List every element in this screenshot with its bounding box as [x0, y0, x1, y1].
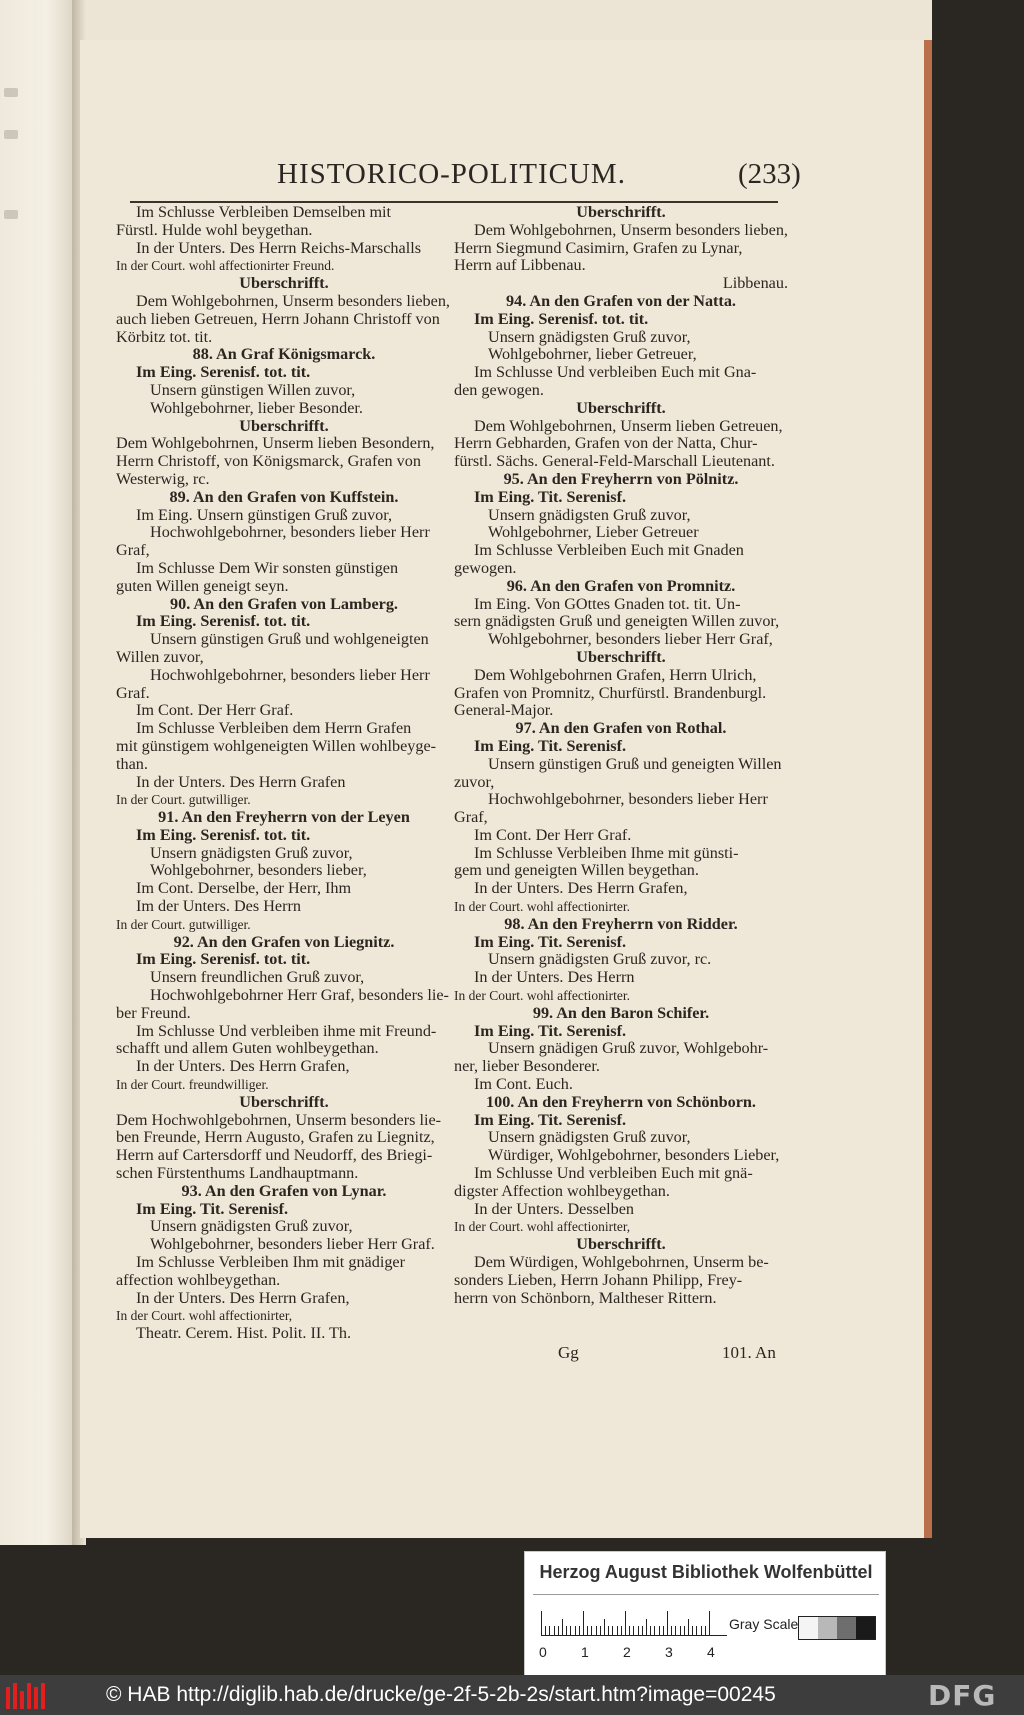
ruler-tick	[587, 1626, 588, 1635]
text-line: In der Court. wohl affectionirter.	[454, 988, 630, 1004]
text-line: Im Schlusse Und verbleiben Euch mit Gna-	[474, 364, 757, 382]
text-line: ben Freunde, Herrn Augusto, Grafen zu Liegnitz,	[116, 1129, 435, 1147]
text-line: 90. An den Grafen von Lamberg.	[170, 595, 398, 613]
text-line: Hochwohlgebohrner, besonders lieber Herr	[488, 791, 768, 809]
text-line: Unsern gnädigsten Gruß zuvor, rc.	[488, 951, 712, 969]
facing-page-fragment	[4, 88, 18, 97]
ruler-tick	[554, 1626, 555, 1635]
ruler-tick	[671, 1626, 672, 1635]
text-line: than.	[116, 755, 148, 773]
text-line: Im Eing. Tit. Serenisf.	[136, 1200, 289, 1218]
footer-url[interactable]: © HAB http://diglib.hab.de/drucke/ge-2f-5-2b-2s/start.htm?image=00245	[106, 1683, 776, 1706]
ruler-tick	[654, 1626, 655, 1635]
facing-page-fragment	[4, 130, 18, 139]
text-line: In der Unters. Desselben	[474, 1200, 635, 1218]
ruler-tick	[608, 1626, 609, 1635]
text-line: 99. An den Baron Schifer.	[532, 1004, 710, 1022]
ruler-tick	[575, 1626, 576, 1635]
scale-number: 2	[623, 1644, 631, 1660]
text-line: schen Fürstenthums Landhauptmann.	[116, 1165, 359, 1183]
ruler-tick	[684, 1626, 685, 1635]
ruler-tick	[583, 1611, 584, 1635]
text-line: Dem Wohlgebohrnen, Unserm besonders lieben,	[136, 292, 450, 310]
text-line: Willen zuvor,	[116, 648, 204, 666]
text-line: Graf.	[116, 684, 150, 702]
text-line: Im Schlusse Verbleiben Demselben mit	[136, 204, 392, 221]
text-line: 94. An den Grafen von der Natta.	[506, 292, 736, 310]
ruler-tick	[680, 1626, 681, 1635]
scale-ruler	[541, 1608, 727, 1636]
text-line: Uberschrifft.	[239, 275, 329, 293]
text-line: In der Court. gutwilliger.	[116, 792, 251, 808]
text-line: Wohlgebohrner, lieber Getreuer,	[488, 346, 697, 364]
ruler-tick	[591, 1626, 592, 1635]
text-line: Im der Unters. Des Herrn	[136, 898, 301, 916]
text-line: Uberschrifft.	[576, 399, 666, 417]
text-line: sern gnädigsten Gruß und geneigten Willen zuvor,	[454, 613, 780, 631]
text-line: Im Schlusse Und verbleiben Euch mit gnä-	[474, 1165, 753, 1183]
text-line: Graf,	[454, 809, 488, 827]
ruler-tick	[650, 1626, 651, 1635]
text-line: 88. An Graf Königsmarck.	[192, 346, 376, 364]
facing-page-edge	[0, 0, 78, 1545]
text-line: Im Eing. Serenisf. tot. tit.	[136, 951, 311, 969]
gray-swatch-cell	[856, 1617, 875, 1639]
right-text-column	[454, 204, 788, 1307]
text-line: In der Court. wohl affectionirter.	[454, 899, 630, 915]
text-line: ner, lieber Besonderer.	[454, 1058, 600, 1076]
text-line: Im Eing. Von GOttes Gnaden tot. tit. Un-	[474, 595, 741, 613]
library-label	[524, 1551, 886, 1693]
ruler-tick	[549, 1626, 550, 1635]
text-line: Unsern gnädigsten Gruß zuvor,	[150, 844, 353, 862]
text-line: Im Schlusse Verbleiben Ihme mit günsti-	[474, 844, 739, 862]
catchword: 101. An	[722, 1343, 776, 1362]
footer-bar	[0, 1675, 1024, 1715]
ruler-tick	[600, 1626, 601, 1635]
text-line: In der Unters. Des Herrn Grafen,	[474, 880, 688, 898]
ruler-tick	[701, 1626, 702, 1635]
text-line: Im Eing. Serenisf. tot. tit.	[474, 310, 649, 328]
text-line: Grafen von Promnitz, Churfürstl. Brandenburgl.	[454, 684, 767, 702]
ruler-tick	[663, 1626, 664, 1635]
text-line: auch lieben Getreuen, Herrn Johann Christoff von	[116, 310, 440, 328]
gray-swatch-cell	[837, 1617, 856, 1639]
text-line: 96. An den Grafen von Promnitz.	[506, 577, 736, 595]
ruler-tick	[558, 1626, 559, 1635]
library-name: Herzog August Bibliothek Wolfenbüttel	[539, 1562, 873, 1582]
text-line: Uberschrifft.	[576, 1236, 666, 1254]
ruler-tick	[629, 1626, 630, 1635]
text-line: Wohlgebohrner, lieber Besonder.	[150, 399, 363, 417]
text-line: Im Schlusse Dem Wir sonsten günstigen	[136, 559, 399, 577]
text-line: sonders Lieben, Herrn Johann Philipp, Frey-	[454, 1271, 743, 1289]
ruler-tick	[541, 1611, 542, 1635]
text-line: Graf,	[116, 542, 150, 560]
text-line: Würdiger, Wohlgebohrner, besonders Lieber,	[488, 1147, 780, 1165]
hab-barcode-icon	[6, 1681, 46, 1709]
text-line: zuvor,	[454, 773, 495, 791]
text-line: Herrn Christoff, von Königsmarck, Grafen von	[116, 453, 421, 471]
ruler-tick	[621, 1626, 622, 1635]
text-line: Im Eing. Serenisf. tot. tit.	[136, 613, 311, 631]
barcode-bar	[20, 1691, 24, 1709]
text-line: Hochwohlgebohrner Herr Graf, besonders lie-	[150, 987, 449, 1005]
text-line: 100. An den Freyherrn von Schönborn.	[486, 1093, 756, 1111]
text-line: 93. An den Grafen von Lynar.	[181, 1182, 387, 1200]
page-top-margin	[86, 0, 932, 44]
ruler-tick	[579, 1626, 580, 1635]
barcode-bar	[27, 1683, 31, 1709]
gray-swatch-cell	[818, 1617, 837, 1639]
gray-swatch-cell	[799, 1617, 818, 1639]
barcode-bar	[13, 1683, 17, 1709]
ruler-tick	[612, 1626, 613, 1635]
scale-number: 3	[665, 1644, 673, 1660]
text-line: In der Court. gutwilliger.	[116, 916, 251, 932]
text-line: In der Court. freundwilliger.	[116, 1077, 269, 1093]
text-line: Im Cont. Derselbe, der Herr, Ihm	[136, 880, 352, 898]
text-line: affection wohlbeygethan.	[116, 1271, 281, 1289]
text-line: Wohlgebohrner, Lieber Getreuer	[488, 524, 699, 542]
text-line: mit günstigem wohlgeneigten Willen wohlbeyge-	[116, 737, 437, 755]
text-line: schafft und allem Guten wohlbeygethan.	[116, 1040, 379, 1058]
text-line: Körbitz tot. tit.	[116, 328, 213, 346]
text-line: Dem Wohlgebohrnen, Unserm lieben Besondern,	[116, 435, 435, 453]
text-line: In der Unters. Des Herrn Grafen	[136, 773, 346, 791]
text-line: Im Schlusse Verbleiben Euch mit Gnaden	[474, 542, 744, 560]
text-line: Im Cont. Euch.	[474, 1076, 573, 1094]
dfg-logo: DFG	[928, 1679, 997, 1712]
ruler-tick	[545, 1626, 546, 1635]
text-line: 89. An den Grafen von Kuffstein.	[169, 488, 399, 506]
ruler-tick	[570, 1626, 571, 1635]
ruler-tick	[562, 1619, 563, 1635]
text-line: In der Unters. Des Herrn Grafen,	[136, 1289, 350, 1307]
text-line: Wohlgebohrner, besonders lieber,	[150, 862, 367, 880]
text-line: In der Court. wohl affectionirter,	[454, 1219, 631, 1235]
ruler-tick	[688, 1619, 689, 1635]
text-line: Im Schlusse Verbleiben dem Herrn Grafen	[136, 720, 412, 738]
signature-mark: Gg	[558, 1343, 579, 1362]
text-line: Fürstl. Hulde wohl beygethan.	[116, 221, 313, 239]
text-line: Im Eing. Tit. Serenisf.	[474, 1022, 627, 1040]
text-line: In der Unters. Des Herrn Grafen,	[136, 1058, 350, 1076]
text-line: Hochwohlgebohrner, besonders lieber Herr	[150, 524, 430, 542]
text-line: gem und geneigten Willen beygethan.	[454, 862, 699, 880]
text-line: Herrn Siegmund Casimirn, Grafen zu Lynar,	[454, 239, 743, 257]
text-line: Unsern freundlichen Gruß zuvor,	[150, 969, 365, 987]
text-line: gewogen.	[454, 559, 517, 577]
text-line: Unsern gnädigsten Gruß zuvor,	[150, 1218, 353, 1236]
ruler-tick	[692, 1626, 693, 1635]
text-line: Unsern gnädigsten Gruß zuvor,	[488, 506, 691, 524]
scale-number: 4	[707, 1644, 715, 1660]
scale-number: 1	[581, 1644, 589, 1660]
ruler-tick	[566, 1626, 567, 1635]
ruler-tick	[659, 1626, 660, 1635]
text-line: Uberschrifft.	[576, 204, 666, 221]
text-line: In der Unters. Des Herrn Reichs-Marschalls	[136, 239, 421, 257]
text-line: ber Freund.	[116, 1004, 191, 1022]
text-line: Im Eing. Unsern günstigen Gruß zuvor,	[136, 506, 393, 524]
text-line: Uberschrifft.	[239, 417, 329, 435]
text-line: Wohlgebohrner, besonders lieber Herr Graf,	[488, 631, 773, 649]
text-line: 98. An den Freyherrn von Ridder.	[504, 915, 738, 933]
ruler-tick	[633, 1626, 634, 1635]
barcode-bar	[41, 1683, 45, 1709]
header-rule	[130, 201, 778, 203]
text-line: Uberschrifft.	[576, 648, 666, 666]
text-line: Unsern gnädigen Gruß zuvor, Wohlgebohr-	[488, 1040, 769, 1058]
text-line: Dem Wohlgebohrnen, Unserm lieben Getreuen,	[474, 417, 783, 435]
ruler-tick	[675, 1626, 676, 1635]
barcode-bar	[6, 1687, 10, 1709]
gray-scale-swatch	[798, 1616, 876, 1640]
ruler-tick	[638, 1626, 639, 1635]
ruler-tick	[625, 1611, 626, 1635]
text-line: In der Unters. Des Herrn	[474, 969, 635, 987]
ruler-tick	[667, 1611, 668, 1635]
text-line: Dem Wohlgebohrnen Grafen, Herrn Ulrich,	[474, 666, 757, 684]
text-line: 91. An den Freyherrn von der Leyen	[158, 809, 410, 827]
text-line: Im Eing. Tit. Serenisf.	[474, 1111, 627, 1129]
text-line: Westerwig, rc.	[116, 470, 210, 488]
text-line: Dem Wohlgebohrnen, Unserm besonders lieben,	[474, 221, 788, 239]
text-line: Unsern gnädigsten Gruß zuvor,	[488, 1129, 691, 1147]
ruler-tick	[705, 1626, 706, 1635]
text-line: Im Eing. Serenisf. tot. tit.	[136, 364, 311, 382]
text-line: 92. An den Grafen von Liegnitz.	[173, 933, 395, 951]
scale-number: 0	[539, 1644, 547, 1660]
text-line: Unsern günstigen Willen zuvor,	[150, 381, 356, 399]
ruler-tick	[646, 1619, 647, 1635]
text-line: Im Schlusse Verbleiben Ihm mit gnädiger	[136, 1254, 405, 1272]
text-line: digster Affection wohlbeygethan.	[454, 1182, 670, 1200]
text-line: Unsern gnädigsten Gruß zuvor,	[488, 328, 691, 346]
text-line: Dem Würdigen, Wohlgebohrnen, Unserm be-	[474, 1254, 769, 1272]
left-text-column	[116, 204, 452, 1343]
barcode-bar	[34, 1687, 38, 1709]
text-line: Uberschrifft.	[239, 1093, 329, 1111]
running-head: HISTORICO-POLITICUM.	[277, 158, 626, 190]
text-line: Libbenau.	[722, 275, 788, 293]
text-line: 97. An den Grafen von Rothal.	[515, 720, 727, 738]
ruler-tick	[642, 1626, 643, 1635]
gray-scale-label: Gray Scale	[729, 1616, 799, 1632]
text-line: Herrn auf Libbenau.	[454, 257, 586, 275]
ruler-tick	[617, 1626, 618, 1635]
text-line: Herrn auf Cartersdorff und Neudorff, des Briegi-	[116, 1147, 433, 1165]
text-line: Im Eing. Serenisf. tot. tit.	[136, 826, 311, 844]
text-line: Dem Hochwohlgebohrnen, Unserm besonders lie-	[116, 1111, 442, 1129]
text-line: den gewogen.	[454, 381, 544, 399]
label-divider	[533, 1594, 879, 1595]
text-line: Theatr. Cerem. Hist. Polit. II. Th.	[136, 1325, 352, 1343]
text-line: Hochwohlgebohrner, besonders lieber Herr	[150, 666, 430, 684]
text-line: 95. An den Freyherrn von Pölnitz.	[503, 470, 739, 488]
ruler-tick	[604, 1619, 605, 1635]
text-line: Im Schlusse Und verbleiben ihme mit Freund-	[136, 1022, 437, 1040]
text-line: fürstl. Sächs. General-Feld-Marschall Lieutenant.	[454, 453, 775, 471]
text-line: Im Eing. Tit. Serenisf.	[474, 737, 627, 755]
text-line: guten Willen geneigt seyn.	[116, 577, 289, 595]
ruler-tick	[696, 1626, 697, 1635]
text-line: Herrn Gebharden, Grafen von der Natta, Chur-	[454, 435, 758, 453]
facing-page-fragment	[4, 210, 18, 219]
text-line: Wohlgebohrner, besonders lieber Herr Graf.	[150, 1236, 435, 1254]
text-line: General-Major.	[454, 702, 554, 720]
text-line: In der Court. wohl affectionirter Freund.	[116, 258, 335, 274]
text-line: Im Eing. Tit. Serenisf.	[474, 933, 627, 951]
text-line: Unsern günstigen Gruß und wohlgeneigten	[150, 631, 429, 649]
ruler-tick	[596, 1626, 597, 1635]
text-line: herrn von Schönborn, Maltheser Rittern.	[454, 1289, 717, 1307]
text-line: Unsern günstigen Gruß und geneigten Willen	[488, 755, 782, 773]
text-line: Im Cont. Der Herr Graf.	[136, 702, 294, 720]
text-line: Im Cont. Der Herr Graf.	[474, 826, 632, 844]
text-line: Im Eing. Tit. Serenisf.	[474, 488, 627, 506]
page-number: (233)	[738, 158, 801, 190]
ruler-tick	[709, 1611, 710, 1635]
text-line: In der Court. wohl affectionirter,	[116, 1308, 293, 1324]
